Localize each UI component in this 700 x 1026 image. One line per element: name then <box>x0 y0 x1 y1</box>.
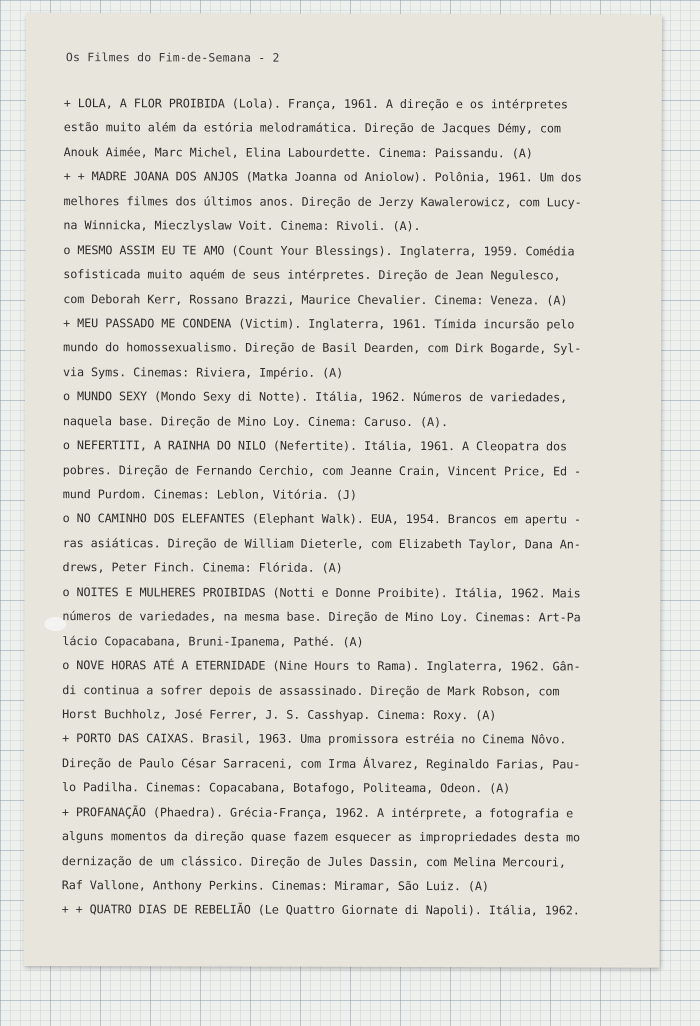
typed-page <box>24 13 662 968</box>
text-line: di continua a sofrer depois de assassinado. Direção de Mark Robson, com <box>62 682 560 698</box>
text-line: + LOLA, A FLOR PROIBIDA (Lola). França, 1961. A direção e os intérpretes <box>63 96 568 112</box>
text-line: números de variedades, na mesma base. Direção de Mino Loy. Cinemas: Art-Pa <box>62 609 581 625</box>
text-line: o NO CAMINHO DOS ELEFANTES (Elephant Walk). EUA, 1954. Brancos em apertu - <box>62 511 581 527</box>
text-line: ras asiáticas. Direção de William Dieterle, com Elizabeth Taylor, Dana An- <box>62 535 581 552</box>
text-line: lo Padilha. Cinemas: Copacabana, Botafogo, Politeama, Odeon. (A) <box>61 780 511 796</box>
text-line: drews, Peter Finch. Cinema: Flórida. (A) <box>62 560 343 576</box>
text-line: melhores filmes dos últimos anos. Direção de Jerzy Kawalerowicz, com Lucy- <box>63 193 582 210</box>
text-line: Raf Vallone, Anthony Perkins. Cinemas: Miramar, São Luiz. (A) <box>61 878 489 894</box>
text-line: dernização de um clássico. Direção de Jules Dassin, com Melina Mercouri, <box>61 853 566 869</box>
page-header: Os Filmes do Fim-de-Semana - 2 <box>65 50 280 65</box>
text-line: lácio Copacabana, Bruni-Ipanema, Pathé. (A) <box>62 633 364 649</box>
text-line: Direção de Paulo César Sarraceni, com Irma Álvarez, Reginaldo Farias, Pau- <box>62 755 581 772</box>
text-line: pobres. Direção de Fernando Cerchio, com Jeanne Crain, Vincent Price, Ed - <box>62 462 582 479</box>
text-line: + MEU PASSADO ME CONDENA (Victim). Inglaterra, 1961. Tímida incursão pelo <box>63 316 575 332</box>
text-line: naquela base. Direção de Mino Loy. Cinema: Caruso. (A). <box>62 413 449 429</box>
text-line: Horst Buchholz, José Ferrer, J. S. Casshyap. Cinema: Roxy. (A) <box>62 707 497 723</box>
text-line: o NOVE HORAS ATÉ A ETERNIDADE (Nine Hours to Rama). Inglaterra, 1962. Gân- <box>62 658 581 674</box>
text-line: + + QUATRO DIAS DE REBELIÃO (Le Quattro Giornate di Napoli). Itália, 1962. <box>61 902 580 918</box>
text-line: o NEFERTITI, A RAINHA DO NILO (Nefertite). Itália, 1961. A Cleopatra dos <box>62 438 568 454</box>
text-line: o MUNDO SEXY (Mondo Sexy di Notte). Itália, 1962. Números de variedades, <box>62 389 568 405</box>
text-line: na Winnicka, Mieczlyslaw Voit. Cinema: Rivoli. (A). <box>63 218 421 234</box>
text-line: + PROFANAÇÃO (Phaedra). Grécia-França, 1962. A intérprete, a fotografia e <box>61 804 574 821</box>
text-line: o NOITES E MULHERES PROIBIDAS (Notti e Donne Proibite). Itália, 1962. Mais <box>62 584 581 601</box>
film-list <box>62 91 624 923</box>
text-line: Anouk Aimée, Marc Michel, Elina Labourdette. Cinema: Paissandu. (A) <box>63 144 533 161</box>
text-line: com Deborah Kerr, Rossano Brazzi, Maurice Chevalier. Cinema: Veneza. (A) <box>63 291 568 307</box>
text-line: mund Purdom. Cinemas: Leblon, Vitória. (J) <box>62 487 357 502</box>
text-line: estão muito além da estória melodramática. Direção de Jacques Démy, com <box>63 120 561 136</box>
text-line: sofisticada muito aquém de seus intérpretes. Direção de Jean Negulesco, <box>63 267 561 283</box>
text-line: alguns momentos da direção quase fazem esquecer as impropriedades desta mo <box>61 829 581 845</box>
text-line: mundo do homossexualismo. Direção de Basil Dearden, com Dirk Bogarde, Syl- <box>63 340 582 356</box>
text-line: + + MADRE JOANA DOS ANJOS (Matka Joanna od Aniolow). Polônia, 1961. Um dos <box>63 169 582 185</box>
text-line: o MESMO ASSIM EU TE AMO (Count Your Blessings). Inglaterra, 1959. Comédia <box>63 242 575 259</box>
text-line: + PORTO DAS CAIXAS. Brasil, 1963. Uma promissora estréia no Cinema Nôvo. <box>62 731 567 747</box>
text-line: via Syms. Cinemas: Riviera, Império. (A) <box>63 364 344 380</box>
